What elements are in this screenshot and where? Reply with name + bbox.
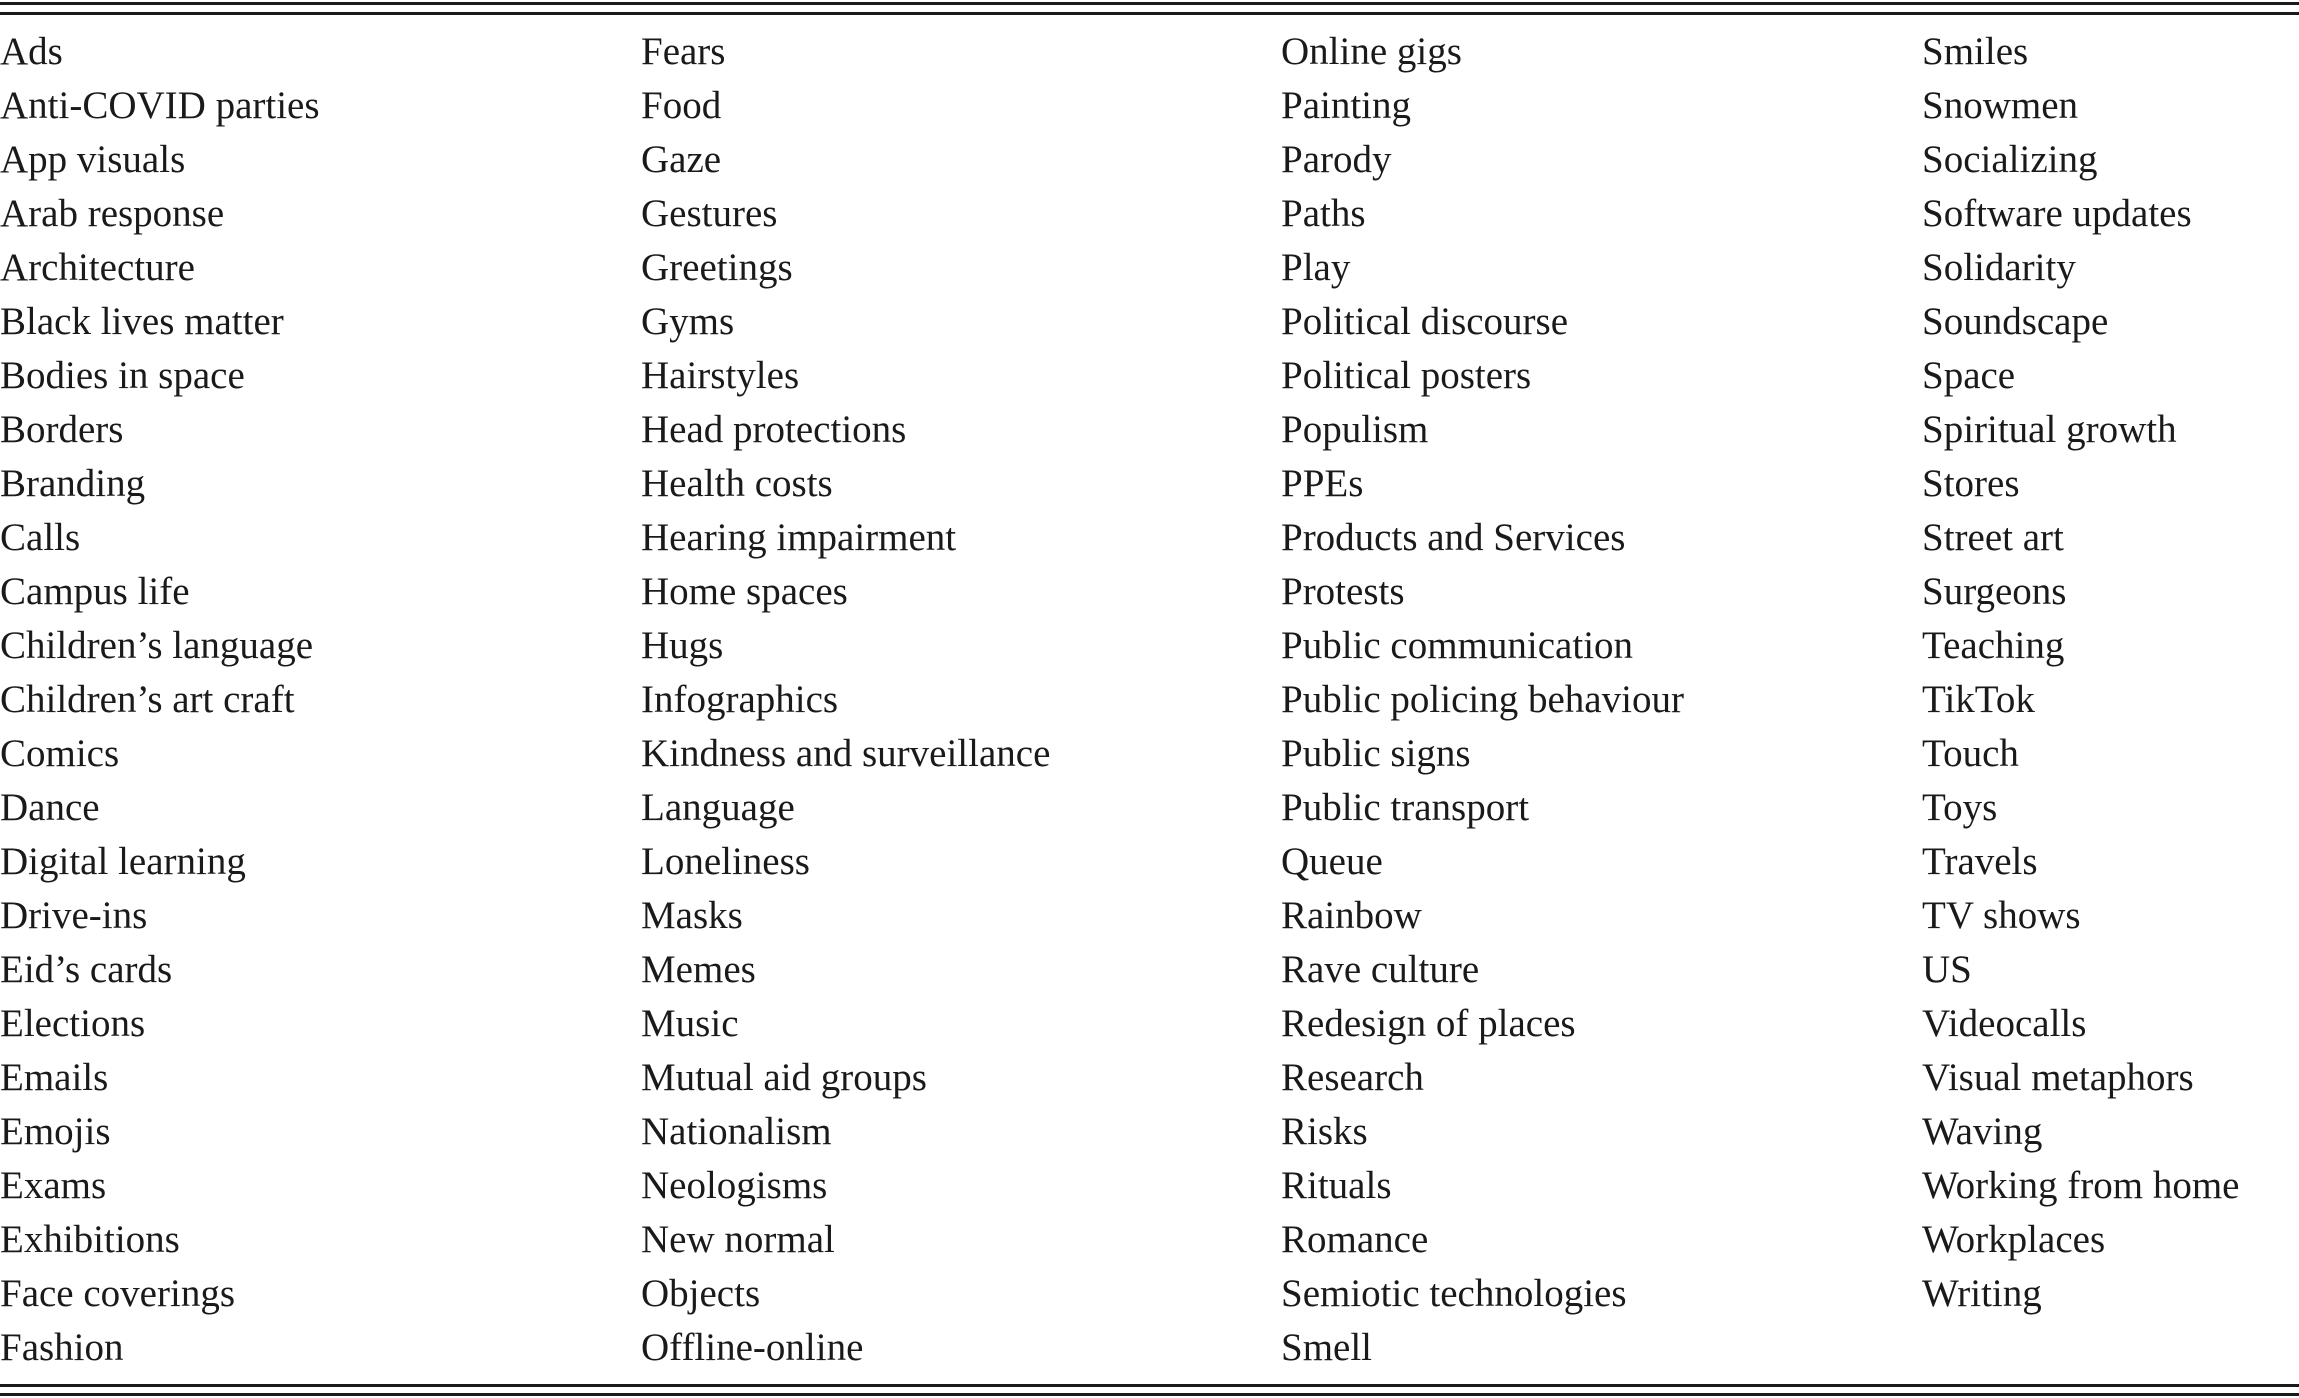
table-cell: Socializing <box>1922 138 2098 181</box>
table-cell: Hugs <box>641 624 724 667</box>
table-cell: Campus life <box>0 570 190 613</box>
table-cell: Loneliness <box>641 840 810 883</box>
bottom-rule-inner <box>0 1384 2299 1387</box>
table-cell: Spiritual growth <box>1922 408 2177 451</box>
table-cell: Rituals <box>1281 1164 1392 1207</box>
table-cell: Public communication <box>1281 624 1634 667</box>
table-cell: Touch <box>1922 732 2019 775</box>
table-cell: Kindness and surveillance <box>641 732 1051 775</box>
table-cell: Rave culture <box>1281 948 1480 991</box>
table-cell: Romance <box>1281 1218 1429 1261</box>
table-cell: Gyms <box>641 300 735 343</box>
table-cell: Exhibitions <box>0 1218 180 1261</box>
table-cell: New normal <box>641 1218 835 1261</box>
table-cell: App visuals <box>0 138 186 181</box>
table-cell: Greetings <box>641 246 793 289</box>
table-cell: Digital learning <box>0 840 246 883</box>
table-cell: Waving <box>1922 1110 2043 1153</box>
table-cell: Calls <box>0 516 81 559</box>
table-cell: Snowmen <box>1922 84 2078 127</box>
table-cell: Music <box>641 1002 739 1045</box>
table-cell: Emails <box>0 1056 109 1099</box>
table-cell: Play <box>1281 246 1351 289</box>
table-cell: Travels <box>1922 840 2038 883</box>
table-cell: Rainbow <box>1281 894 1422 937</box>
table-cell: Teaching <box>1922 624 2065 667</box>
table-cell: Political posters <box>1281 354 1532 397</box>
table-cell: Semiotic technologies <box>1281 1272 1627 1315</box>
table-cell: Redesign of places <box>1281 1002 1576 1045</box>
table-cell: Queue <box>1281 840 1383 883</box>
table-cell: US <box>1922 948 1972 991</box>
table-cell: Solidarity <box>1922 246 2076 289</box>
table-column-1 <box>0 28 641 1378</box>
table-cell: PPEs <box>1281 462 1364 505</box>
table-cell: Working from home <box>1922 1164 2240 1207</box>
table-cell: Stores <box>1922 462 2020 505</box>
top-rule-outer <box>0 2 2299 5</box>
table-cell: Gestures <box>641 192 778 235</box>
table-cell: Home spaces <box>641 570 848 613</box>
table-cell: Elections <box>0 1002 146 1045</box>
table-cell: Political discourse <box>1281 300 1569 343</box>
table-cell: Eid’s cards <box>0 948 173 991</box>
table-cell: TikTok <box>1922 678 2035 721</box>
table-cell: Arab response <box>0 192 225 235</box>
table-cell: Hearing impairment <box>641 516 957 559</box>
table-cell: Offline-online <box>641 1326 864 1369</box>
table-cell: Health costs <box>641 462 833 505</box>
table-cell: Memes <box>641 948 756 991</box>
table-cell: Masks <box>641 894 743 937</box>
table-cell: Ads <box>0 30 63 73</box>
table-column-3 <box>1281 28 1922 1378</box>
table-cell: Gaze <box>641 138 722 181</box>
table-cell: Fashion <box>0 1326 124 1369</box>
table-cell: Software updates <box>1922 192 2192 235</box>
table-cell: Toys <box>1922 786 1998 829</box>
table-cell: Branding <box>0 462 146 505</box>
table-cell: Fears <box>641 30 726 73</box>
table-cell: Hairstyles <box>641 354 800 397</box>
table-cell: Protests <box>1281 570 1405 613</box>
table-cell: Emojis <box>0 1110 111 1153</box>
table-cell: Smiles <box>1922 30 2029 73</box>
table-cell: Paths <box>1281 192 1366 235</box>
table-cell: Face coverings <box>0 1272 235 1315</box>
table-cell: Architecture <box>0 246 195 289</box>
table-cell: Infographics <box>641 678 839 721</box>
table-cell: Exams <box>0 1164 107 1207</box>
table-cell: Comics <box>0 732 120 775</box>
table-cell: Street art <box>1922 516 2064 559</box>
table-cell: Public signs <box>1281 732 1471 775</box>
table-cell: Objects <box>641 1272 761 1315</box>
table-cell: Smell <box>1281 1326 1373 1369</box>
table-cell: Online gigs <box>1281 30 1462 73</box>
table-cell: Food <box>641 84 722 127</box>
table-cell: Public transport <box>1281 786 1530 829</box>
table-cell: Neologisms <box>641 1164 828 1207</box>
table-cell: Soundscape <box>1922 300 2109 343</box>
table-cell: Public policing behaviour <box>1281 678 1684 721</box>
table-cell: Drive-ins <box>0 894 148 937</box>
top-rule-inner <box>0 12 2299 15</box>
table-cell: Space <box>1922 354 2016 397</box>
table-cell: Children’s language <box>0 624 314 667</box>
table-cell: TV shows <box>1922 894 2081 937</box>
table-cell: Populism <box>1281 408 1429 451</box>
table-cell: Research <box>1281 1056 1424 1099</box>
table-cell: Products and Services <box>1281 516 1626 559</box>
table-cell: Risks <box>1281 1110 1368 1153</box>
table-cell: Borders <box>0 408 124 451</box>
table-cell: Head protections <box>641 408 907 451</box>
table-cell: Language <box>641 786 795 829</box>
table-column-2 <box>641 28 1281 1378</box>
bottom-rule-outer <box>0 1393 2299 1396</box>
table-cell: Dance <box>0 786 100 829</box>
table-cell: Workplaces <box>1922 1218 2106 1261</box>
table-cell: Parody <box>1281 138 1392 181</box>
topics-table <box>0 28 2299 1378</box>
table-cell: Black lives matter <box>0 300 284 343</box>
table-cell: Mutual aid groups <box>641 1056 927 1099</box>
table-cell: Painting <box>1281 84 1412 127</box>
table-cell: Children’s art craft <box>0 678 295 721</box>
table-cell: Videocalls <box>1922 1002 2087 1045</box>
table-cell: Surgeons <box>1922 570 2067 613</box>
table-cell: Visual metaphors <box>1922 1056 2194 1099</box>
table-cell: Nationalism <box>641 1110 832 1153</box>
table-cell: Anti-COVID parties <box>0 84 320 127</box>
table-cell: Writing <box>1922 1272 2042 1315</box>
table-column-4 <box>1922 28 2299 1378</box>
table-cell: Bodies in space <box>0 354 245 397</box>
